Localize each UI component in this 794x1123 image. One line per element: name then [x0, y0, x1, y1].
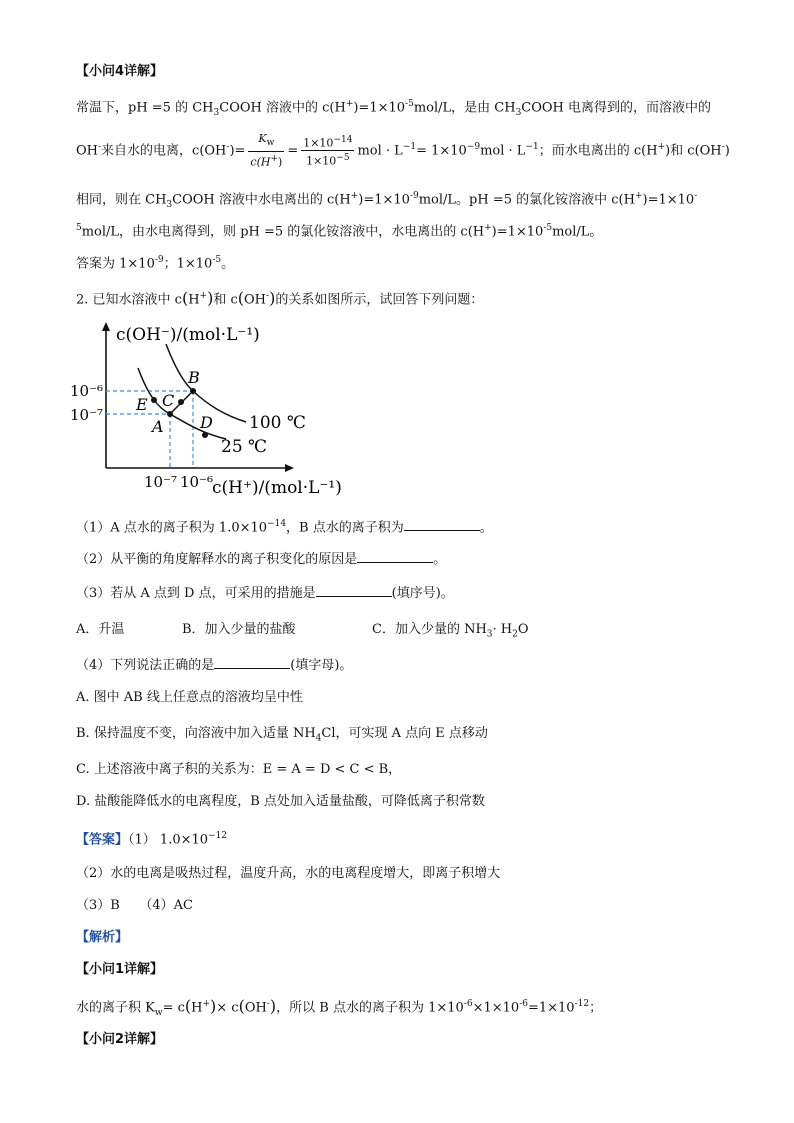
heading-sub4: 【小问4详解】 — [76, 64, 164, 79]
subquestion-3: （3）若从 A 点到 D 点，可采用的措施是 (填序号)。 — [76, 586, 454, 601]
x-axis-arrow — [285, 464, 294, 472]
point-e — [151, 397, 157, 403]
paragraph-line-4: $^5$mol/L，由水电离得到，则 pH =5 的氯化铵溶液中，水电离出的 $c(H^+)=1\times 10^{-5}mol/L$。 — [76, 223, 603, 240]
choice-a: A. 图中 AB 线上任意点的溶液均呈中性 — [76, 690, 303, 705]
answer-blank-2[interactable] — [357, 550, 433, 563]
x-axis-label: c(H⁺)/(mol·L⁻¹) — [212, 478, 342, 498]
point-a — [167, 411, 173, 417]
answer-2: （2）水的电离是吸热过程，温度升高，水的电离程度增大，即离子积增大 — [76, 866, 501, 881]
point-b — [190, 388, 196, 394]
point-label-b: B — [188, 368, 200, 387]
paragraph-line-2: OH-来自水的电离，c(OH-)= $\frac{K_w}{c(H^+)}$ = $\frac{1\times 10^{-14}}{1\times 10^{-5}}$ mol · $L^{-1}= 1\times 10^{-9}mol \cdot L^{-1}$；而水电离出的 c(H+)和 c(OH-) — [76, 132, 730, 169]
series-label-25c: 25 ℃ — [221, 437, 268, 457]
answer-3-4: （3）B （4）AC — [76, 898, 193, 913]
choice-b: B. 保持温度不变，向溶液中加入适量 $NH_4Cl$，可实现 A 点向 E 点移动 — [76, 726, 488, 744]
subquestion-4: （4）下列说法正确的是 (填字母)。 — [76, 658, 353, 673]
point-label-c: C — [162, 391, 175, 410]
paragraph-line-1: 常温下，pH =5 的 $CH_3COOH$ 溶液中的 $c(H^+)=1\times 10^{-5}mol/L$，是由 $CH_3COOH$ 电离得到的，而溶液中的 — [76, 99, 712, 118]
question-2-stem: 2. 已知水溶液中 c(H+)和 c(OH-)的关系如图所示，试回答下列问题： — [76, 288, 484, 308]
answer-line-q4: 答案为 $1\times 10^{-9}$；$1\times 10^{-5}$。 — [76, 255, 235, 272]
value-fraction: $\frac{1\times 10^{-14}}{1\times 10^{-5}}$ — [303, 134, 353, 168]
curve-100c — [166, 344, 246, 422]
heading-sub2: 【小问2详解】 — [76, 1032, 164, 1047]
point-label-d: D — [200, 413, 213, 432]
point-d — [202, 432, 208, 438]
answer-blank-1[interactable] — [404, 518, 480, 531]
analysis-label: 【解析】 — [76, 930, 129, 945]
subquestion-1: （1）A 点水的离子积为 $1.0\times 10^{-14}$，B 点水的离子积为 。 — [76, 519, 493, 536]
y-tick-1e-6: 10⁻⁶ — [70, 382, 104, 400]
point-label-a: A — [152, 417, 164, 436]
answer-section: 【答案】（1） $1.0\times 10^{-12}$ — [76, 831, 228, 848]
analysis-line-1: 水的离子积 $K_w= c(H^+)\times c(OH^-)$，所以 B 点水的离子积为 $1\times 10^{-6}\times 1\times 10^{-6}=1\times 10^{-12}$； — [76, 996, 603, 1018]
answer-label: 【答案】 — [76, 832, 129, 848]
choice-c: C. 上述溶液中离子积的关系为：E = A = D < C < B， — [76, 762, 402, 777]
kw-chart — [66, 320, 346, 500]
point-c — [178, 399, 184, 405]
answer-blank-4[interactable] — [214, 656, 290, 669]
series-label-100c: 100 ℃ — [249, 413, 306, 433]
heading-sub1: 【小问1详解】 — [76, 962, 164, 977]
point-label-e: E — [136, 395, 148, 414]
option-a: A．升温 — [76, 622, 125, 637]
x-tick-1e-7: 10⁻⁷ — [144, 473, 178, 491]
answer-blank-3[interactable] — [316, 584, 392, 597]
option-b: B．加入少量的盐酸 — [182, 622, 296, 637]
paragraph-line-3: 相同，则在 $CH_3COOH$ 溶液中水电离出的 $c(H^+)=1\times 10^{-9}mol/L$。pH =5 的氯化铵溶液中 c(H+)=1×10- — [76, 191, 698, 210]
subquestion-2: （2）从平衡的角度解释水的离子积变化的原因是 。 — [76, 552, 447, 567]
option-c: C．加入少量的 $NH_3\cdot H_2O$ — [372, 622, 529, 640]
kw-fraction: $\frac{K_w}{c(H^+)}$ — [250, 132, 283, 169]
choice-d: D. 盐酸能降低水的电离程度，B 点处加入适量盐酸，可降低离子积常数 — [76, 794, 485, 809]
subquestion-3-options — [76, 620, 529, 640]
y-tick-1e-7: 10⁻⁷ — [70, 406, 104, 424]
x-tick-1e-6: 10⁻⁶ — [180, 473, 214, 491]
y-axis-label: c(OH⁻)/(mol·L⁻¹) — [116, 325, 260, 345]
y-axis-arrow — [102, 322, 110, 331]
